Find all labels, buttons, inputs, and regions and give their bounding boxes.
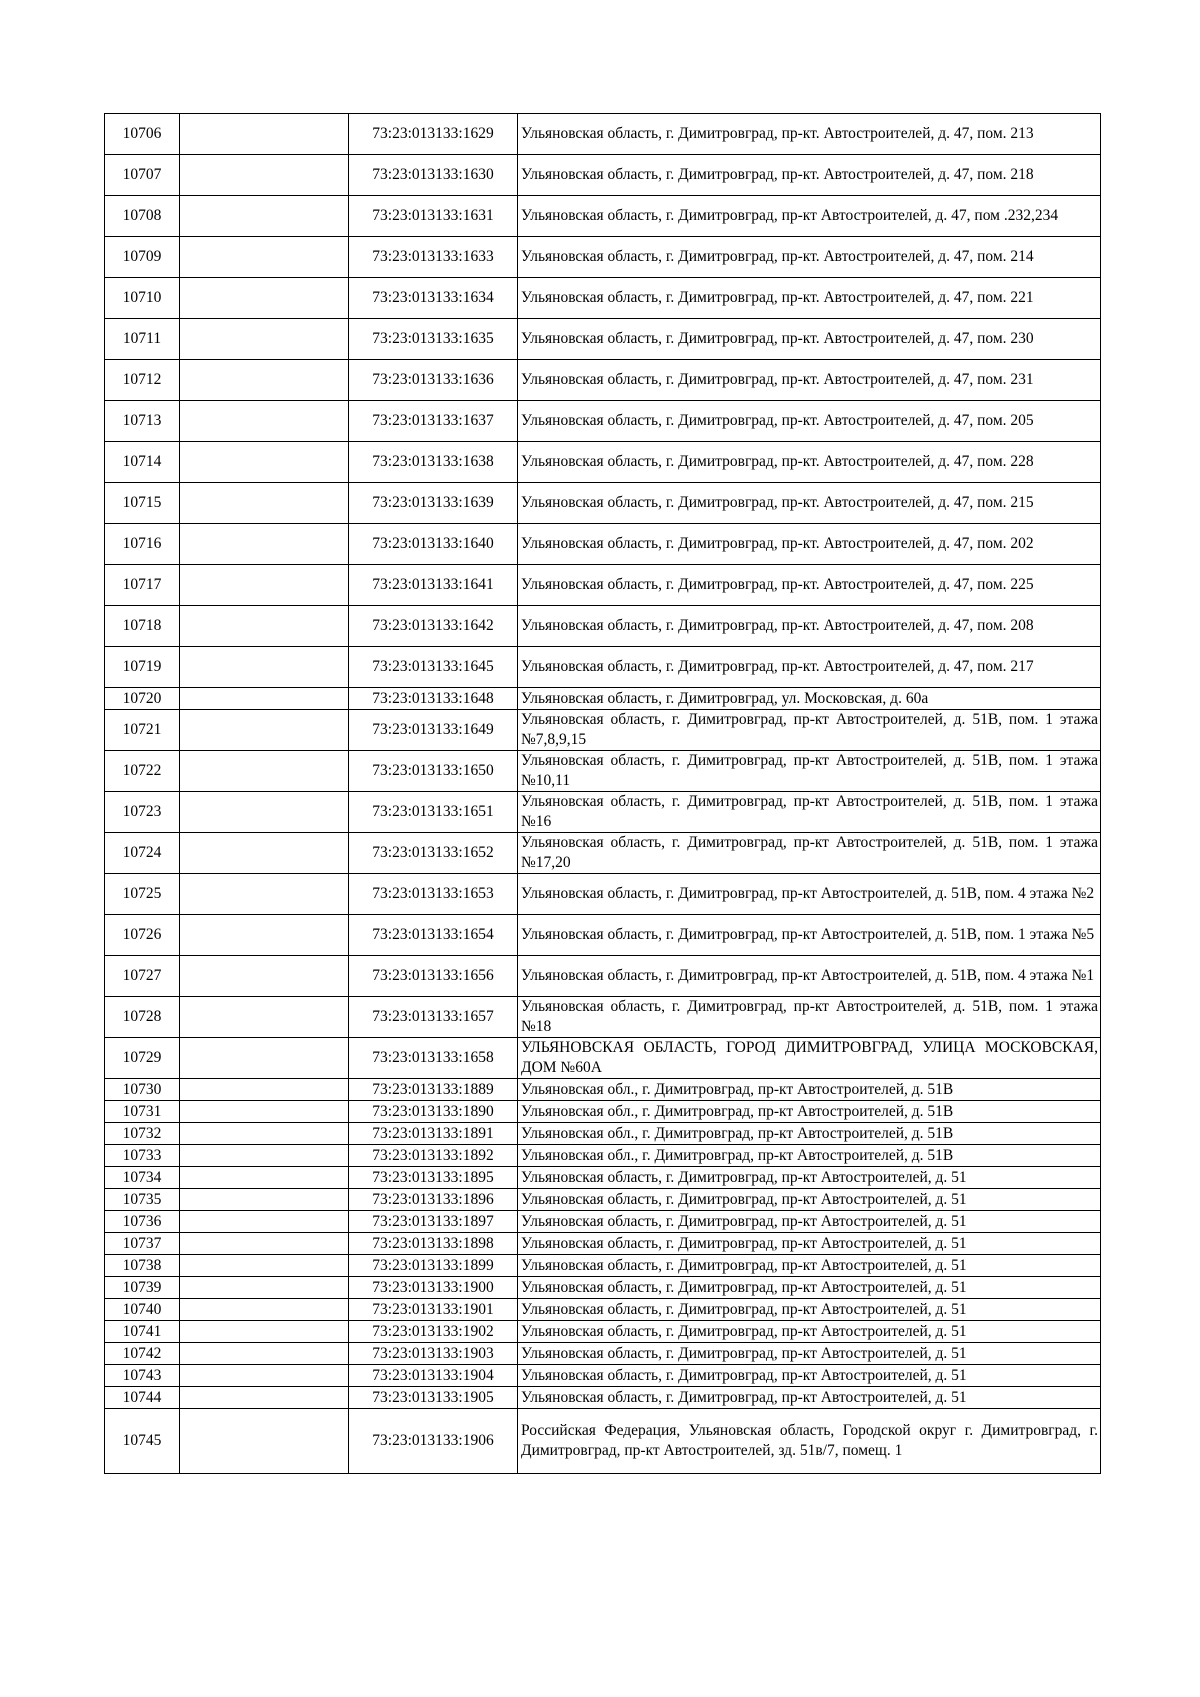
empty-cell	[180, 1211, 349, 1233]
cadastral-number-cell: 73:23:013133:1634	[349, 278, 518, 319]
cadastral-number-cell: 73:23:013133:1895	[349, 1167, 518, 1189]
address-cell: Ульяновская область, г. Димитровград, пр-кт. Автостроителей, д. 47, пом. 218	[518, 155, 1101, 196]
empty-cell	[180, 1387, 349, 1409]
cadastral-number-cell: 73:23:013133:1892	[349, 1145, 518, 1167]
empty-cell	[180, 647, 349, 688]
empty-cell	[180, 1123, 349, 1145]
empty-cell	[180, 997, 349, 1038]
table-row	[105, 956, 1101, 997]
cadastral-number-cell: 73:23:013133:1635	[349, 319, 518, 360]
empty-cell	[180, 483, 349, 524]
empty-cell	[180, 1409, 349, 1474]
table-row	[105, 114, 1101, 155]
address-cell: Ульяновская область, г. Димитровград, пр-кт. Автостроителей, д. 47, пом. 215	[518, 483, 1101, 524]
address-cell: Ульяновская область, г. Димитровград, пр-кт Автостроителей, д. 51	[518, 1211, 1101, 1233]
empty-cell	[180, 710, 349, 751]
address-cell: Ульяновская обл., г. Димитровград, пр-кт Автостроителей, д. 51В	[518, 1123, 1101, 1145]
row-number-cell: 10745	[105, 1409, 180, 1474]
table-row	[105, 1299, 1101, 1321]
cadastral-number-cell: 73:23:013133:1640	[349, 524, 518, 565]
row-number-cell: 10737	[105, 1233, 180, 1255]
cadastral-number-cell: 73:23:013133:1657	[349, 997, 518, 1038]
address-cell: Ульяновская область, г. Димитровград, пр-кт. Автостроителей, д. 47, пом. 230	[518, 319, 1101, 360]
table-row	[105, 997, 1101, 1038]
empty-cell	[180, 401, 349, 442]
table-row	[105, 792, 1101, 833]
row-number-cell: 10735	[105, 1189, 180, 1211]
empty-cell	[180, 606, 349, 647]
address-cell: Ульяновская область, г. Димитровград, пр-кт Автостроителей, д. 51В, пом. 1 этажа №18	[518, 997, 1101, 1038]
empty-cell	[180, 792, 349, 833]
cadastral-number-cell: 73:23:013133:1902	[349, 1321, 518, 1343]
row-number-cell: 10725	[105, 874, 180, 915]
table-row	[105, 915, 1101, 956]
empty-cell	[180, 874, 349, 915]
address-cell: Ульяновская область, г. Димитровград, пр-кт. Автостроителей, д. 47, пом. 208	[518, 606, 1101, 647]
table-row	[105, 688, 1101, 710]
row-number-cell: 10720	[105, 688, 180, 710]
row-number-cell: 10726	[105, 915, 180, 956]
row-number-cell: 10736	[105, 1211, 180, 1233]
table-row	[105, 1321, 1101, 1343]
address-cell: Российская Федерация, Ульяновская область, Городской округ г. Димитровград, г. Димитровград, пр-кт Автостроителей, зд. 51в/7, помещ. 1	[518, 1409, 1101, 1474]
cadastral-number-cell: 73:23:013133:1637	[349, 401, 518, 442]
address-cell: Ульяновская область, г. Димитровград, пр-кт Автостроителей, д. 51	[518, 1167, 1101, 1189]
empty-cell	[180, 751, 349, 792]
cadastral-number-cell: 73:23:013133:1648	[349, 688, 518, 710]
table-row	[105, 237, 1101, 278]
address-cell: Ульяновская область, г. Димитровград, пр-кт Автостроителей, д. 51В, пом. 4 этажа №2	[518, 874, 1101, 915]
address-cell: УЛЬЯНОВСКАЯ ОБЛАСТЬ, ГОРОД ДИМИТРОВГРАД, УЛИЦА МОСКОВСКАЯ, ДОМ №60А	[518, 1038, 1101, 1079]
table-row	[105, 319, 1101, 360]
empty-cell	[180, 1189, 349, 1211]
cadastral-number-cell: 73:23:013133:1631	[349, 196, 518, 237]
cadastral-number-cell: 73:23:013133:1650	[349, 751, 518, 792]
table-row	[105, 483, 1101, 524]
address-cell: Ульяновская область, г. Димитровград, пр-кт Автостроителей, д. 51В, пом. 4 этажа №1	[518, 956, 1101, 997]
cadastral-number-cell: 73:23:013133:1653	[349, 874, 518, 915]
row-number-cell: 10732	[105, 1123, 180, 1145]
address-cell: Ульяновская обл., г. Димитровград, пр-кт Автостроителей, д. 51В	[518, 1079, 1101, 1101]
empty-cell	[180, 833, 349, 874]
row-number-cell: 10717	[105, 565, 180, 606]
cadastral-number-cell: 73:23:013133:1899	[349, 1255, 518, 1277]
cadastral-number-cell: 73:23:013133:1903	[349, 1343, 518, 1365]
cadastral-number-cell: 73:23:013133:1633	[349, 237, 518, 278]
empty-cell	[180, 360, 349, 401]
address-cell: Ульяновская область, г. Димитровград, пр-кт Автостроителей, д. 51	[518, 1343, 1101, 1365]
empty-cell	[180, 956, 349, 997]
cadastral-number-cell: 73:23:013133:1891	[349, 1123, 518, 1145]
empty-cell	[180, 196, 349, 237]
row-number-cell: 10709	[105, 237, 180, 278]
empty-cell	[180, 524, 349, 565]
table-row	[105, 751, 1101, 792]
table-row	[105, 1211, 1101, 1233]
row-number-cell: 10734	[105, 1167, 180, 1189]
row-number-cell: 10716	[105, 524, 180, 565]
address-cell: Ульяновская область, г. Димитровград, пр-кт Автостроителей, д. 51	[518, 1387, 1101, 1409]
address-cell: Ульяновская область, г. Димитровград, пр-кт Автостроителей, д. 51В, пом. 1 этажа №10,11	[518, 751, 1101, 792]
empty-cell	[180, 688, 349, 710]
address-cell: Ульяновская область, г. Димитровград, пр-кт Автостроителей, д. 51В, пом. 1 этажа №7,8,9,15	[518, 710, 1101, 751]
cadastral-number-cell: 73:23:013133:1630	[349, 155, 518, 196]
empty-cell	[180, 1167, 349, 1189]
row-number-cell: 10707	[105, 155, 180, 196]
row-number-cell: 10723	[105, 792, 180, 833]
row-number-cell: 10706	[105, 114, 180, 155]
address-cell: Ульяновская область, г. Димитровград, пр-кт Автостроителей, д. 51В, пом. 1 этажа №5	[518, 915, 1101, 956]
table-row	[105, 833, 1101, 874]
cadastral-number-cell: 73:23:013133:1898	[349, 1233, 518, 1255]
cadastral-number-cell: 73:23:013133:1896	[349, 1189, 518, 1211]
empty-cell	[180, 915, 349, 956]
empty-cell	[180, 1145, 349, 1167]
table-row	[105, 1079, 1101, 1101]
row-number-cell: 10713	[105, 401, 180, 442]
row-number-cell: 10744	[105, 1387, 180, 1409]
address-cell: Ульяновская область, г. Димитровград, пр-кт Автостроителей, д. 51	[518, 1277, 1101, 1299]
empty-cell	[180, 1038, 349, 1079]
empty-cell	[180, 278, 349, 319]
row-number-cell: 10710	[105, 278, 180, 319]
table-row	[105, 1189, 1101, 1211]
address-cell: Ульяновская область, г. Димитровград, пр-кт. Автостроителей, д. 47, пом. 213	[518, 114, 1101, 155]
empty-cell	[180, 1321, 349, 1343]
table-row	[105, 1038, 1101, 1079]
row-number-cell: 10712	[105, 360, 180, 401]
cadastral-number-cell: 73:23:013133:1629	[349, 114, 518, 155]
address-cell: Ульяновская область, г. Димитровград, пр-кт Автостроителей, д. 51	[518, 1255, 1101, 1277]
cadastral-number-cell: 73:23:013133:1654	[349, 915, 518, 956]
table-row	[105, 1123, 1101, 1145]
table-row	[105, 524, 1101, 565]
empty-cell	[180, 114, 349, 155]
table-row	[105, 278, 1101, 319]
registry-body	[105, 114, 1101, 1474]
empty-cell	[180, 1277, 349, 1299]
table-row	[105, 155, 1101, 196]
row-number-cell: 10727	[105, 956, 180, 997]
address-cell: Ульяновская область, г. Димитровград, пр-кт Автостроителей, д. 51В, пом. 1 этажа №16	[518, 792, 1101, 833]
table-row	[105, 1387, 1101, 1409]
address-cell: Ульяновская область, г. Димитровград, пр-кт. Автостроителей, д. 47, пом. 205	[518, 401, 1101, 442]
row-number-cell: 10739	[105, 1277, 180, 1299]
cadastral-number-cell: 73:23:013133:1904	[349, 1365, 518, 1387]
empty-cell	[180, 1101, 349, 1123]
empty-cell	[180, 237, 349, 278]
row-number-cell: 10728	[105, 997, 180, 1038]
empty-cell	[180, 565, 349, 606]
empty-cell	[180, 1343, 349, 1365]
cadastral-number-cell: 73:23:013133:1897	[349, 1211, 518, 1233]
table-row	[105, 565, 1101, 606]
address-cell: Ульяновская обл., г. Димитровград, пр-кт Автостроителей, д. 51В	[518, 1101, 1101, 1123]
address-cell: Ульяновская область, г. Димитровград, пр-кт Автостроителей, д. 47, пом .232,234	[518, 196, 1101, 237]
address-cell: Ульяновская область, г. Димитровград, пр-кт Автостроителей, д. 51	[518, 1233, 1101, 1255]
address-cell: Ульяновская область, г. Димитровград, пр-кт. Автостроителей, д. 47, пом. 228	[518, 442, 1101, 483]
row-number-cell: 10729	[105, 1038, 180, 1079]
address-cell: Ульяновская область, г. Димитровград, пр-кт. Автостроителей, д. 47, пом. 225	[518, 565, 1101, 606]
row-number-cell: 10730	[105, 1079, 180, 1101]
empty-cell	[180, 1233, 349, 1255]
address-cell: Ульяновская область, г. Димитровград, пр-кт Автостроителей, д. 51	[518, 1299, 1101, 1321]
cadastral-number-cell: 73:23:013133:1649	[349, 710, 518, 751]
registry-table	[104, 113, 1101, 1474]
row-number-cell: 10714	[105, 442, 180, 483]
table-row	[105, 710, 1101, 751]
table-row	[105, 647, 1101, 688]
cadastral-number-cell: 73:23:013133:1900	[349, 1277, 518, 1299]
row-number-cell: 10722	[105, 751, 180, 792]
row-number-cell: 10743	[105, 1365, 180, 1387]
table-row	[105, 360, 1101, 401]
row-number-cell: 10733	[105, 1145, 180, 1167]
row-number-cell: 10738	[105, 1255, 180, 1277]
cadastral-number-cell: 73:23:013133:1638	[349, 442, 518, 483]
table-row	[105, 1167, 1101, 1189]
cadastral-number-cell: 73:23:013133:1901	[349, 1299, 518, 1321]
table-row	[105, 1343, 1101, 1365]
address-cell: Ульяновская область, г. Димитровград, пр-кт. Автостроителей, д. 47, пом. 221	[518, 278, 1101, 319]
row-number-cell: 10708	[105, 196, 180, 237]
cadastral-number-cell: 73:23:013133:1645	[349, 647, 518, 688]
address-cell: Ульяновская область, г. Димитровград, ул. Московская, д. 60а	[518, 688, 1101, 710]
address-cell: Ульяновская область, г. Димитровград, пр-кт. Автостроителей, д. 47, пом. 202	[518, 524, 1101, 565]
empty-cell	[180, 1255, 349, 1277]
empty-cell	[180, 442, 349, 483]
cadastral-number-cell: 73:23:013133:1890	[349, 1101, 518, 1123]
table-row	[105, 1365, 1101, 1387]
address-cell: Ульяновская область, г. Димитровград, пр-кт. Автостроителей, д. 47, пом. 231	[518, 360, 1101, 401]
row-number-cell: 10715	[105, 483, 180, 524]
cadastral-number-cell: 73:23:013133:1905	[349, 1387, 518, 1409]
cadastral-number-cell: 73:23:013133:1652	[349, 833, 518, 874]
table-row	[105, 1233, 1101, 1255]
row-number-cell: 10711	[105, 319, 180, 360]
address-cell: Ульяновская обл., г. Димитровград, пр-кт Автостроителей, д. 51В	[518, 1145, 1101, 1167]
cadastral-number-cell: 73:23:013133:1658	[349, 1038, 518, 1079]
table-row	[105, 196, 1101, 237]
table-row	[105, 1145, 1101, 1167]
row-number-cell: 10724	[105, 833, 180, 874]
row-number-cell: 10731	[105, 1101, 180, 1123]
row-number-cell: 10719	[105, 647, 180, 688]
address-cell: Ульяновская область, г. Димитровград, пр-кт Автостроителей, д. 51В, пом. 1 этажа №17,20	[518, 833, 1101, 874]
empty-cell	[180, 319, 349, 360]
address-cell: Ульяновская область, г. Димитровград, пр-кт. Автостроителей, д. 47, пом. 214	[518, 237, 1101, 278]
cadastral-number-cell: 73:23:013133:1906	[349, 1409, 518, 1474]
cadastral-number-cell: 73:23:013133:1656	[349, 956, 518, 997]
cadastral-number-cell: 73:23:013133:1639	[349, 483, 518, 524]
address-cell: Ульяновская область, г. Димитровград, пр-кт. Автостроителей, д. 47, пом. 217	[518, 647, 1101, 688]
table-row	[105, 874, 1101, 915]
address-cell: Ульяновская область, г. Димитровград, пр-кт Автостроителей, д. 51	[518, 1365, 1101, 1387]
cadastral-number-cell: 73:23:013133:1651	[349, 792, 518, 833]
row-number-cell: 10742	[105, 1343, 180, 1365]
row-number-cell: 10740	[105, 1299, 180, 1321]
row-number-cell: 10721	[105, 710, 180, 751]
row-number-cell: 10741	[105, 1321, 180, 1343]
address-cell: Ульяновская область, г. Димитровград, пр-кт Автостроителей, д. 51	[518, 1321, 1101, 1343]
cadastral-number-cell: 73:23:013133:1641	[349, 565, 518, 606]
empty-cell	[180, 155, 349, 196]
table-row	[105, 1255, 1101, 1277]
empty-cell	[180, 1365, 349, 1387]
empty-cell	[180, 1079, 349, 1101]
cadastral-number-cell: 73:23:013133:1889	[349, 1079, 518, 1101]
table-row	[105, 1277, 1101, 1299]
address-cell: Ульяновская область, г. Димитровград, пр-кт Автостроителей, д. 51	[518, 1189, 1101, 1211]
table-row	[105, 401, 1101, 442]
table-row	[105, 606, 1101, 647]
table-row	[105, 1101, 1101, 1123]
table-row	[105, 1409, 1101, 1474]
cadastral-number-cell: 73:23:013133:1642	[349, 606, 518, 647]
row-number-cell: 10718	[105, 606, 180, 647]
cadastral-number-cell: 73:23:013133:1636	[349, 360, 518, 401]
empty-cell	[180, 1299, 349, 1321]
table-row	[105, 442, 1101, 483]
